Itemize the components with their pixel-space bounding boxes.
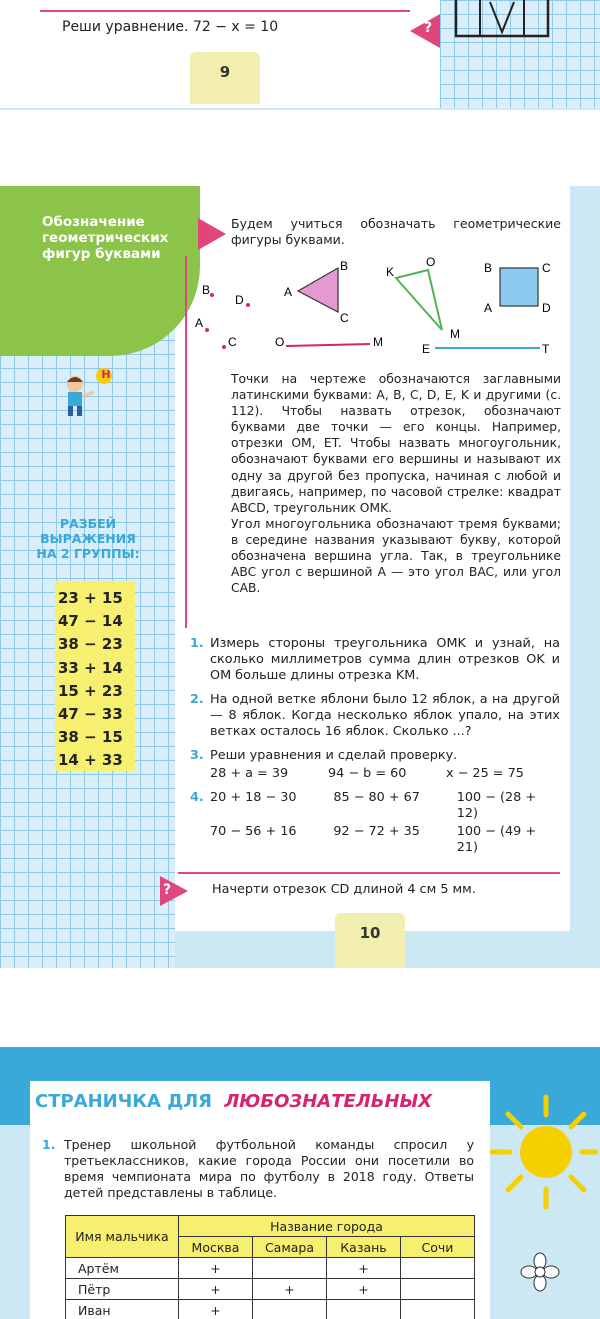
- cell: [401, 1258, 475, 1279]
- cell: +: [327, 1258, 401, 1279]
- cell: [401, 1300, 475, 1319]
- expression: 85 − 80 + 67: [333, 790, 420, 805]
- label-seg-e: E: [422, 342, 431, 356]
- point-b: [210, 293, 214, 297]
- curious-page-fragment: [0, 1047, 600, 1319]
- divider-line: [178, 872, 560, 874]
- expression: 70 − 56 + 16: [210, 824, 297, 839]
- label-seg-o: O: [275, 335, 285, 349]
- explanation-paragraph-2: Угол многоугольника обозначают тремя буквами; в середине названия указывают букву, которой обозначена вершина угла. Так, в треугольнике ABC угол с вершиной A — это угол BAC, или угол CAB.: [231, 516, 561, 596]
- question-text: Начерти отрезок CD длиной 4 см 5 мм.: [212, 882, 476, 897]
- page-10: [0, 186, 600, 968]
- cell: [327, 1300, 401, 1319]
- label-point-b: B: [202, 283, 211, 297]
- shape-drawing-icon: [440, 0, 600, 108]
- cell: +: [179, 1258, 253, 1279]
- point-a: [205, 328, 209, 332]
- point-c: [222, 345, 226, 349]
- boy-badge: Н: [101, 368, 111, 381]
- task-2: [190, 692, 560, 740]
- segment-om: [286, 344, 370, 346]
- cell: [253, 1300, 327, 1319]
- page-9-fragment: [0, 0, 600, 110]
- task-1: [190, 636, 560, 684]
- expression-row: [210, 790, 560, 822]
- cell: +: [327, 1279, 401, 1300]
- task-text: Тренер школьной футбольной команды спросил у третьеклассников, какие города России они посетили во время чемпионата мира по футболу в 2018 году. Ответы детей представлены в таблице.: [64, 1137, 474, 1200]
- vertical-rule: [185, 256, 187, 628]
- task-number: 3.: [190, 748, 204, 763]
- expression: 14 + 33: [58, 751, 123, 770]
- header-city: Москва: [179, 1237, 253, 1258]
- topic-title: Обозначение геометрических фигур буквами: [42, 214, 169, 262]
- equations-row: [210, 766, 560, 782]
- label-tri-k: K: [386, 265, 395, 279]
- topic-banner: [0, 186, 200, 356]
- header-city: Сочи: [401, 1237, 475, 1258]
- expression: 92 − 72 + 35: [333, 824, 420, 839]
- triangle-kom: [396, 270, 442, 330]
- expression: 15 + 23: [58, 681, 123, 700]
- sun-icon: [488, 1087, 598, 1217]
- row-name: Пётр: [66, 1279, 179, 1300]
- task-number: 4.: [190, 790, 204, 805]
- label-sq-d: D: [542, 301, 551, 315]
- task-text: Измерь стороны треугольника OMK и узнай, на сколько миллиметров сумма длин отрезков OK и OM больше длины отрезка KM.: [210, 636, 560, 683]
- explanation-paragraph-1: Точки на чертеже обозначаются заглавными латинскими буквами: A, B, C, D, E, K и другими (с. 112). Чтобы назвать отрезок, обозначают буквами две точки — его концы. Например, отрезки OM, ET. Чтобы назвать многоугольник, обозначают буквами его вершины и называют их одну за другой без пропуска, начиная с любой и двигаясь, например, по часовой стрелке: квадрат ABCD, треугольник OMK.: [231, 372, 561, 515]
- label-point-a: A: [195, 316, 204, 330]
- figures-drawing: [190, 254, 570, 364]
- label-tri-b: B: [340, 259, 349, 273]
- task-text: Реши уравнения и сделай проверку.: [210, 748, 458, 763]
- task-1: [42, 1137, 474, 1201]
- table-header-row: [66, 1216, 475, 1237]
- equation: x − 25 = 75: [446, 766, 524, 781]
- equation: 28 + a = 39: [210, 766, 289, 781]
- label-seg-m: M: [373, 335, 383, 349]
- intro-marker-icon: [198, 218, 226, 250]
- task-number: 1.: [42, 1137, 56, 1152]
- label-point-d: D: [235, 293, 244, 307]
- title-part-2: ЛЮБОЗНАТЕЛЬНЫХ: [224, 1091, 433, 1112]
- divider-line: [40, 10, 410, 12]
- task-3: [190, 748, 560, 782]
- row-name: Иван: [66, 1300, 179, 1319]
- expression: 20 + 18 − 30: [210, 790, 297, 805]
- label-seg-t: T: [542, 342, 550, 356]
- expressions-box: [55, 581, 135, 771]
- row-name: Артём: [66, 1258, 179, 1279]
- grid-margin: [440, 0, 600, 108]
- task-4: [190, 790, 560, 856]
- expression: 38 − 23: [58, 635, 123, 654]
- label-tri-c: C: [340, 311, 349, 325]
- label-tri-a: A: [284, 285, 293, 299]
- page-number: 10: [335, 913, 405, 968]
- expression: 38 − 15: [58, 728, 123, 747]
- label-sq-c: C: [542, 261, 551, 275]
- label-sq-a: A: [484, 301, 493, 315]
- cities-table: [65, 1215, 475, 1319]
- cell: +: [179, 1300, 253, 1319]
- task-text: На одной ветке яблони было 12 яблок, а на другой — 8 яблок. Когда несколько яблок упало, на этих ветках осталось 16 яблок. Сколько ...?: [210, 692, 560, 739]
- table-row: [66, 1258, 475, 1279]
- header-city: Самара: [253, 1237, 327, 1258]
- flower-icon: [520, 1252, 560, 1292]
- expression: 33 + 14: [58, 658, 123, 677]
- task-list: [190, 636, 560, 864]
- equation-task: Реши уравнение. 72 − x = 10: [62, 19, 279, 35]
- explanation-text: [231, 371, 561, 596]
- header-name: Имя мальчика: [66, 1216, 179, 1258]
- expression: 100 − (49 + 21): [456, 824, 537, 855]
- label-sq-b: B: [484, 261, 493, 275]
- cell: +: [253, 1279, 327, 1300]
- cell: +: [179, 1279, 253, 1300]
- expression-row: [210, 824, 560, 856]
- page-number: 9: [190, 52, 260, 104]
- table-row: [66, 1279, 475, 1300]
- expression: 47 − 14: [58, 612, 123, 631]
- task-number: 2.: [190, 692, 204, 707]
- label-tri-m: M: [450, 327, 460, 341]
- square-abcd: [500, 268, 538, 306]
- header-city: Казань: [327, 1237, 401, 1258]
- label-point-c: C: [228, 335, 237, 349]
- triangle-abc: [298, 268, 338, 312]
- header-group: Название города: [179, 1216, 475, 1237]
- question-mark: ?: [424, 20, 433, 36]
- label-tri-o: O: [426, 255, 436, 269]
- point-d: [246, 303, 250, 307]
- task-number: 1.: [190, 636, 204, 651]
- cell: [253, 1258, 327, 1279]
- page-title: [35, 1091, 432, 1121]
- group-task-label: РАЗБЕЙ ВЫРАЖЕНИЯ НА 2 ГРУППЫ:: [36, 516, 140, 561]
- expression: 23 + 15: [58, 589, 123, 607]
- title-part-1: СТРАНИЧКА ДЛЯ: [35, 1091, 213, 1112]
- cell: [401, 1279, 475, 1300]
- intro-text: Будем учиться обозначать геометрические фигуры буквами.: [231, 216, 561, 247]
- expression: 47 − 33: [58, 705, 123, 724]
- equation: 94 − b = 60: [328, 766, 407, 781]
- question-mark: ?: [163, 882, 172, 898]
- table-row: [66, 1300, 475, 1319]
- expression: 100 − (28 + 12): [456, 790, 537, 821]
